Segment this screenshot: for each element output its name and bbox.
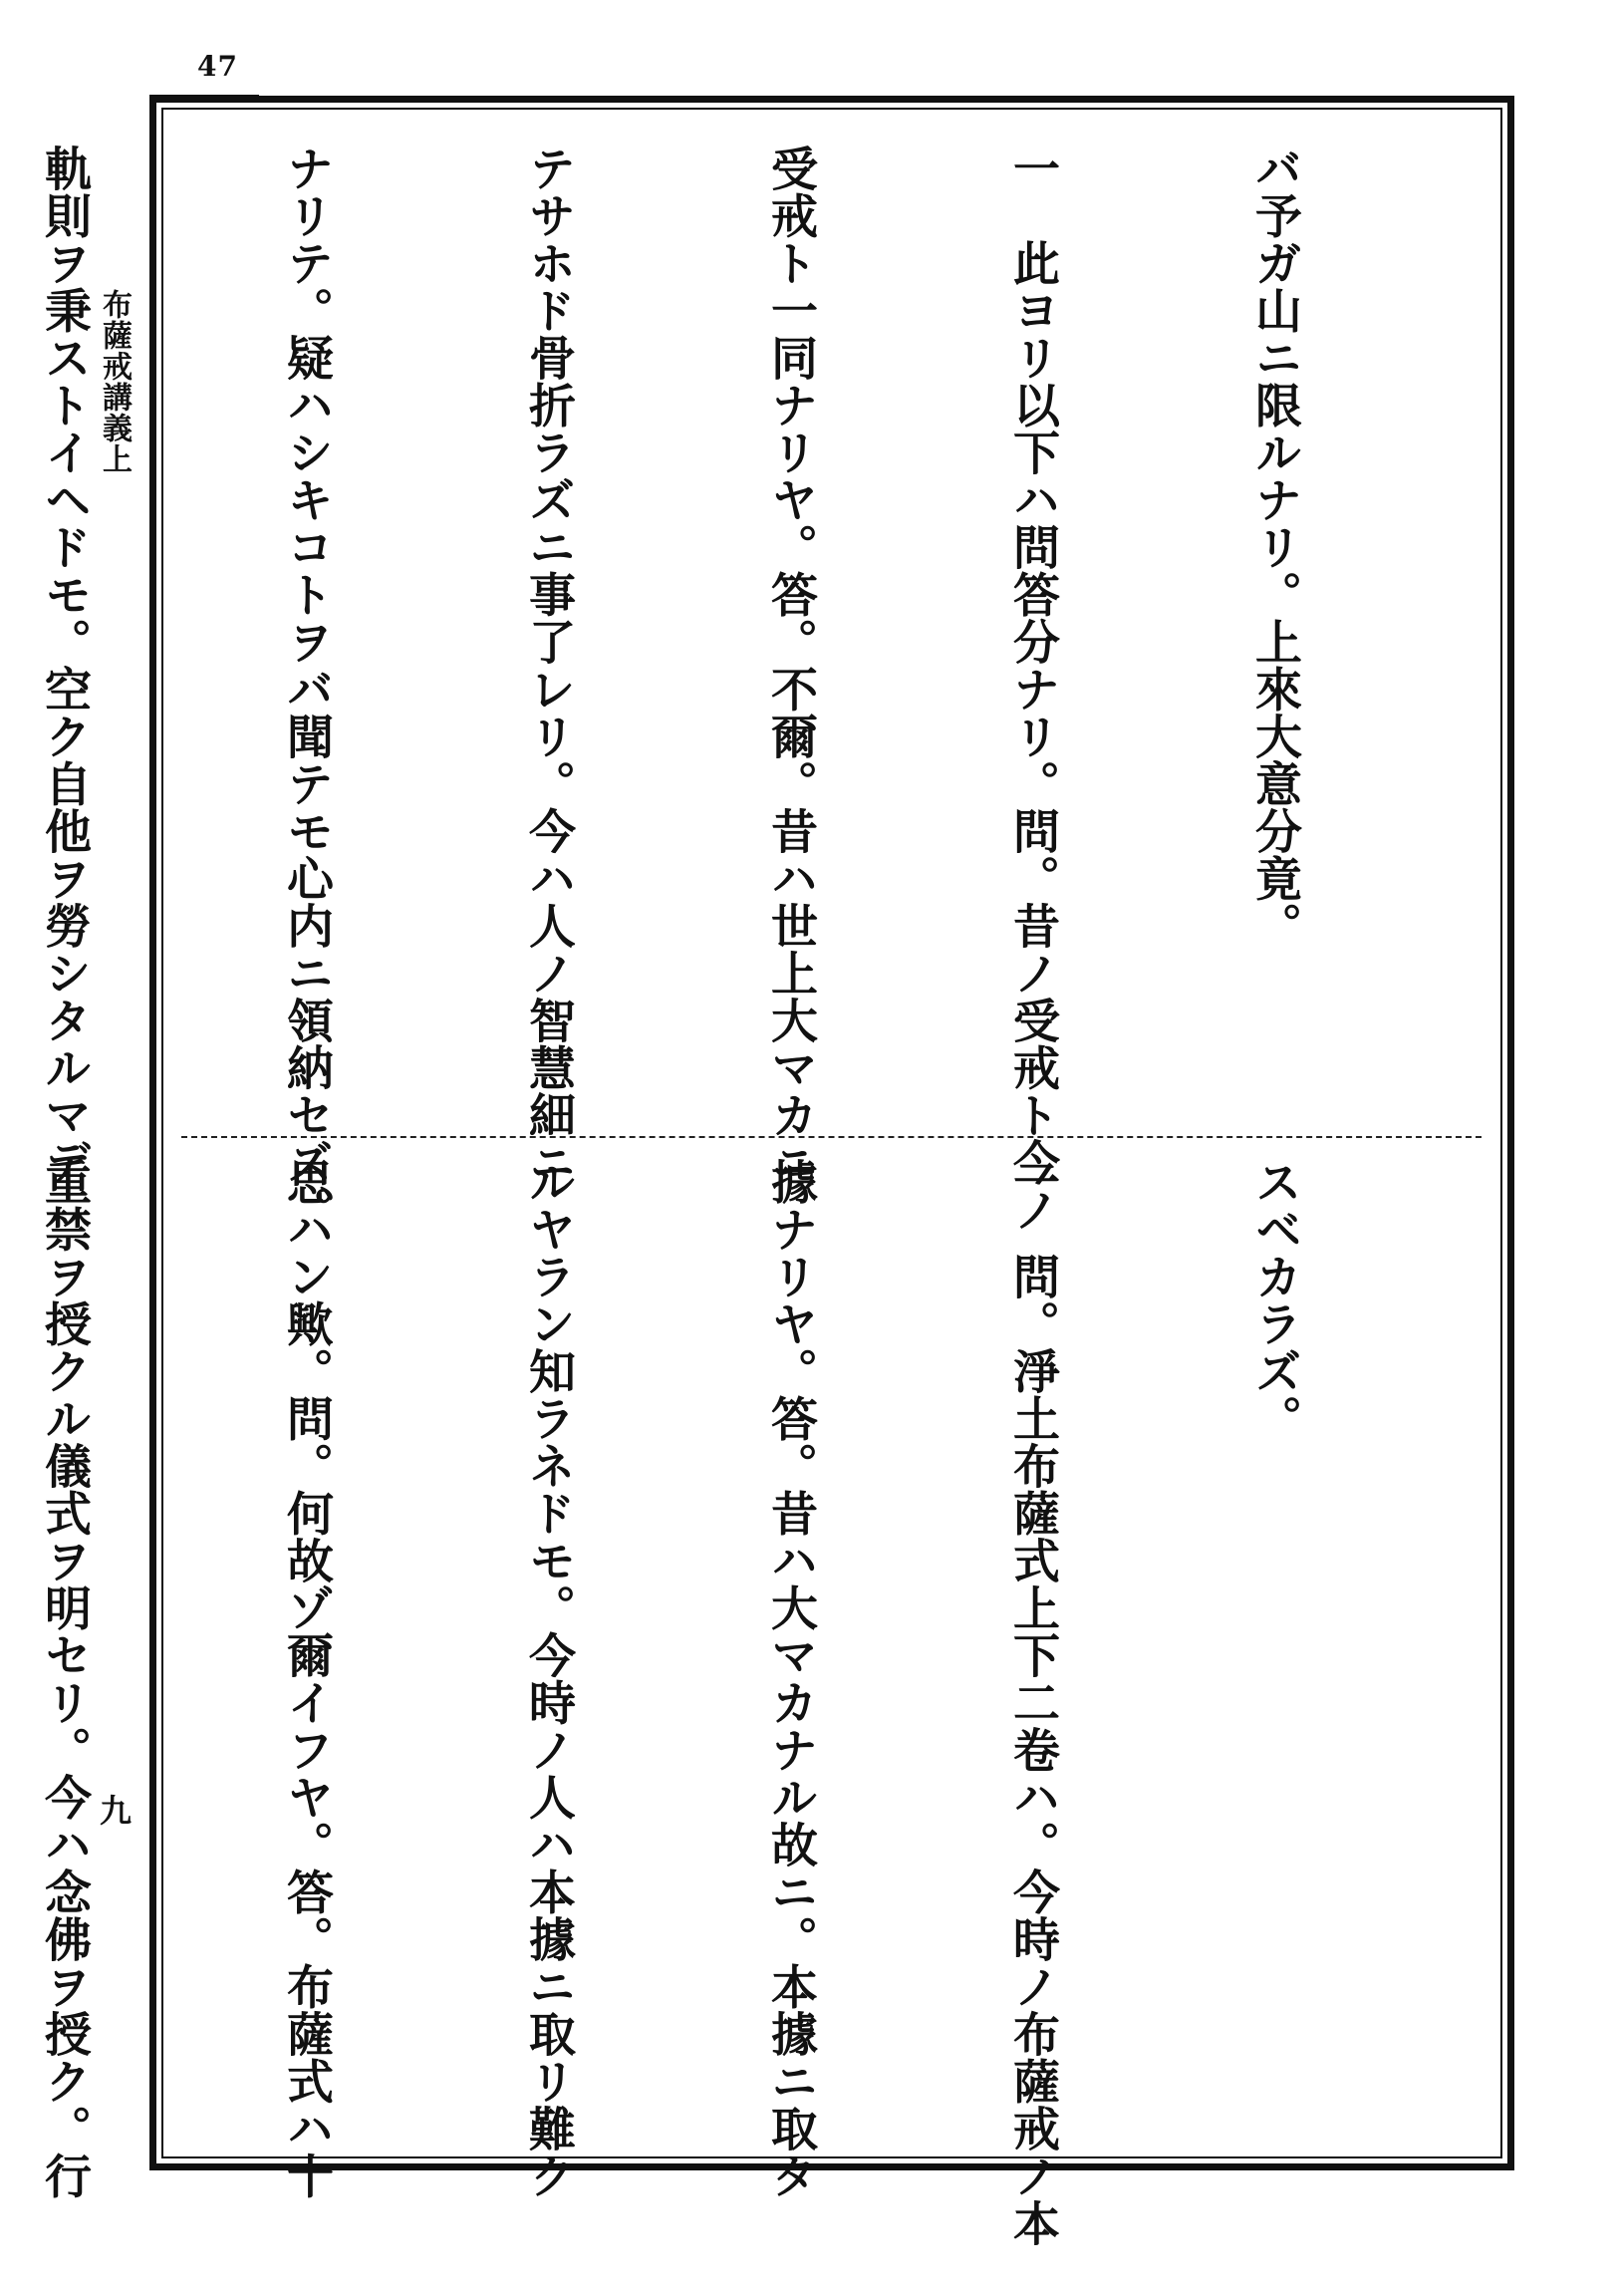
- lower-text-block: [37, 1158, 1477, 2247]
- lower-column: ルヤラン知ラネドモ。今時ノ人ハ本據ニ取リ難ク: [521, 1158, 576, 2199]
- upper-column: 軌則ヲ秉ストイヘドモ。空ク自他ヲ勞シタルマデ: [37, 144, 92, 1186]
- lower-column: 一 問。淨土布薩式上下二卷ハ。今時ノ布薩戒ノ本: [1005, 1158, 1060, 2247]
- upper-column: バ予ガ山ニ限ルナリ。上來大意分竟。: [1247, 144, 1302, 950]
- upper-column: テサホド骨折ラズニ事了レリ。今ハ人ノ智慧細ニ: [521, 144, 576, 1186]
- page-number: 47: [197, 50, 238, 83]
- section-divider: [181, 1136, 1482, 1138]
- upper-column: ナリテ。疑ハシキコトヲバ聞テモ心内ニ領納セズ。: [279, 144, 334, 1234]
- lower-column: スベカラズ。: [1247, 1158, 1302, 1442]
- lower-column: 據ナリヤ。答。昔ハ大マカナル故ニ。本據ニ取タ: [763, 1158, 818, 2199]
- lower-column: 重禁ヲ授クル儀式ヲ明セリ。今ハ念佛ヲ授ク。行: [37, 1158, 92, 2199]
- lower-column: 思ハン歟。問。何故ゾ爾イフヤ。答。布薩式ハ十: [279, 1158, 334, 2199]
- folio-number: 九: [95, 1794, 133, 1826]
- upper-column: 受戒ト一同ナリヤ。答。不爾。昔ハ世上大マカニ: [763, 144, 818, 1186]
- running-title: 布薩戒講義上: [97, 289, 132, 474]
- upper-column: 一 此ヨリ以下ハ問答分ナリ。問。昔ノ受戒ト今ノ: [1005, 144, 1060, 1234]
